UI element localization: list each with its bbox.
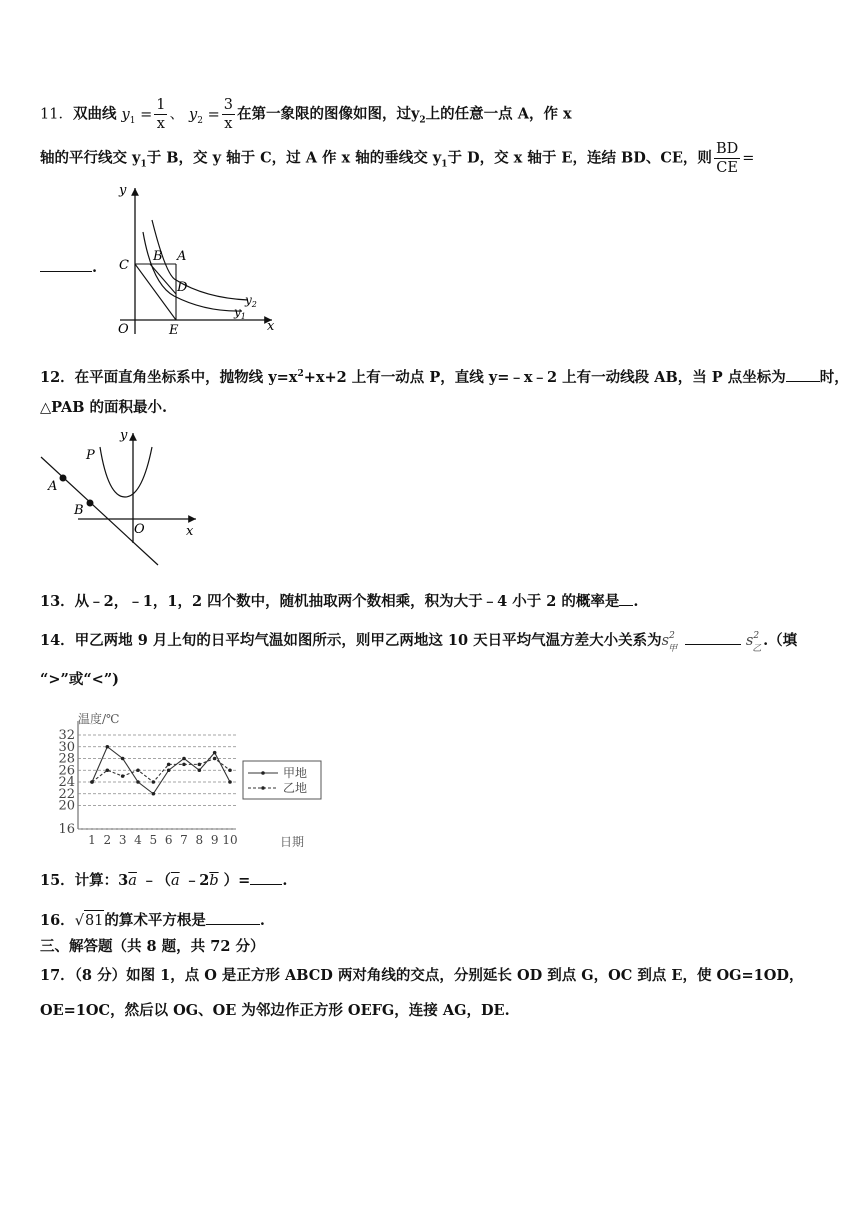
q11-label-B: B xyxy=(153,249,163,264)
q12-point-A xyxy=(60,475,67,482)
q11-frac2: $\frac{3}{x}$ xyxy=(223,97,233,132)
q15-vec-a1: $\overline{a}$ xyxy=(128,873,137,889)
chart-point xyxy=(198,768,202,772)
chart-point xyxy=(152,780,156,784)
q11-curve-y1 xyxy=(143,232,242,311)
chart-point xyxy=(182,763,186,767)
q13-blank[interactable] xyxy=(619,605,633,606)
chart-xtick-label: 2 xyxy=(103,833,112,847)
chart-ytick-label: 20 xyxy=(58,798,75,814)
chart-xlabel: 日期 xyxy=(280,835,305,849)
chart-point xyxy=(106,768,110,772)
q11-answer: . xyxy=(40,258,97,278)
q12-line2: △PAB 的面积最小. xyxy=(40,399,168,416)
chart-legend-box xyxy=(243,761,321,799)
q11-label-O: O xyxy=(118,322,129,337)
chart-point xyxy=(106,745,110,749)
q11-label-y: y xyxy=(119,183,127,198)
chart-xtick-label: 5 xyxy=(149,833,158,847)
q11-label-A: A xyxy=(177,249,187,264)
chart-xtick-label: 3 xyxy=(118,833,127,847)
q15-vec-b: $\overline{b}$ xyxy=(209,873,219,889)
q12-line1: 12．在平面直角坐标系中，抛物线 $y=x^2+x+2$ 上有一动点 P，直线 y=﹣x﹣2 上有一动线段 AB，当 P 点坐标为 时， xyxy=(40,368,849,386)
q11-line1: 11．双曲线 $y_1$ = $\frac{1}{x}$ 、 $y_2$ = $\frac{3}{x}$ 在第一象限的图像如图，过$y_2$上的任意一点 A，作 x xyxy=(40,97,572,132)
q11-text2: 在第一象限的图像如图，过 xyxy=(236,105,411,123)
chart-point xyxy=(213,751,217,755)
chart-ytick-label: 26 xyxy=(58,763,75,779)
q16-line: 16．√81的算术平方根是 . xyxy=(40,912,265,929)
q16-sqrt: √ xyxy=(74,913,84,929)
chart-xtick-label: 7 xyxy=(180,833,188,847)
q14-temperature-chart xyxy=(40,705,330,855)
q11-line2: 轴的平行线交 $y_1$于 B，交 y 轴于 C，过 A 作 x 轴的垂线交 $y_1$于 D，交 x 轴于 E，连结 BD、CE，则 $\frac{BD}{CE}$ = xyxy=(40,141,755,176)
q11-y2: $y_2$ = xyxy=(189,106,220,126)
chart-legend-marker xyxy=(261,786,265,790)
chart-ytick-label: 30 xyxy=(58,739,75,755)
q12-parabola xyxy=(100,447,152,497)
q11-text1: 双曲线 xyxy=(72,105,117,123)
q11-text2d: 上的任意一点 A，作 x xyxy=(425,105,572,123)
chart-xtick-label: 1 xyxy=(88,833,96,847)
chart-point xyxy=(90,780,94,784)
chart-xtick-label: 10 xyxy=(222,833,238,847)
q12-point-B xyxy=(87,500,94,507)
q12-label-B: B xyxy=(74,503,84,518)
q11-blank[interactable] xyxy=(40,271,92,272)
chart-point xyxy=(121,774,125,778)
q14-blank[interactable] xyxy=(685,644,741,645)
chart-point xyxy=(136,780,140,784)
chart-point xyxy=(198,763,202,767)
q12-label-O: O xyxy=(134,522,145,537)
q11-label-D: D xyxy=(177,280,188,295)
chart-point xyxy=(167,768,171,772)
q15-vec-a2: $\overline{a}$ xyxy=(171,873,180,889)
q11-label-y1: $y_1$ xyxy=(234,305,246,321)
chart-legend-marker xyxy=(261,771,265,775)
q12-label-A: A xyxy=(48,479,58,494)
chart-point xyxy=(182,757,186,761)
q12-blank[interactable] xyxy=(786,381,820,382)
q11-sep: 、 xyxy=(169,106,184,123)
chart-ytick-label: 24 xyxy=(58,775,75,790)
chart-legend-label: 甲地 xyxy=(283,766,308,780)
q11-figure xyxy=(110,180,285,340)
chart-xtick-label: 6 xyxy=(164,833,173,847)
q17-line2: OE=1OC，然后以 OG、OE 为邻边作正方形 OEFG，连接 AG，DE. xyxy=(40,1002,510,1019)
q14-line2: “>”或“<”) xyxy=(40,671,120,688)
chart-ylabel: 温度/℃ xyxy=(78,712,120,726)
chart-xtick-label: 8 xyxy=(195,833,204,847)
chart-point xyxy=(213,757,217,761)
q14-s-yi: s2 乙 xyxy=(745,631,762,654)
q11-label-E: E xyxy=(169,323,179,338)
chart-xtick-label: 4 xyxy=(134,833,142,847)
chart-legend-label: 乙地 xyxy=(283,781,308,795)
chart-ytick-label: 32 xyxy=(58,728,75,743)
q16-radicand: 81 xyxy=(84,910,104,931)
chart-point xyxy=(152,792,156,796)
q11-label-C: C xyxy=(119,258,129,273)
chart-point xyxy=(167,763,171,767)
q14-line1: 14．甲乙两地 9 月上旬的日平均气温如图所示，则甲乙两地这 10 天日平均气温方差大小关系为s2 甲 s2 乙 .（填 xyxy=(40,631,798,654)
chart-point xyxy=(228,780,232,784)
q14-s-jia: s2 甲 xyxy=(661,631,678,654)
q12-label-y: y xyxy=(120,428,128,443)
chart-ytick-label: 16 xyxy=(58,822,75,837)
chart-point xyxy=(136,768,140,772)
q15-blank[interactable] xyxy=(250,884,282,885)
q12-label-P: P xyxy=(86,448,95,463)
chart-ytick-label: 28 xyxy=(58,751,75,767)
q15-line: 15．计算：$3\overline{a}$ $﹣(\overline{a}$ $﹣2\overline{b}$ ）= . xyxy=(40,872,288,889)
q12-figure xyxy=(38,425,208,575)
q11-frac1: $\frac{1}{x}$ xyxy=(156,97,166,132)
q12-line xyxy=(41,457,158,565)
q11-frac3: $\frac{BD}{CE}$ xyxy=(715,141,739,176)
q11-label-x: x xyxy=(267,319,275,334)
q11-y1: $y_1$ = xyxy=(121,106,153,126)
chart-xtick-label: 9 xyxy=(210,833,219,847)
q12-label-x: x xyxy=(186,524,194,539)
q11-number: 11． xyxy=(40,106,73,123)
q13-line: 13．从﹣2，﹣1，1，2 四个数中，随机抽取两个数相乘，积为大于﹣4 小于 2 的概率是 . xyxy=(40,593,639,610)
q16-blank[interactable] xyxy=(206,924,260,925)
chart-point xyxy=(228,768,232,772)
chart-ytick-label: 22 xyxy=(58,786,75,802)
q11-curve-y2 xyxy=(152,220,248,300)
q17-line1: 17．（8 分）如图 1，点 O 是正方形 ABCD 两对角线的交点，分别延长 OD 到点 G，OC 到点 E，使 OG=1OD， xyxy=(40,967,804,984)
section-header: 三、解答题（共 8 题，共 72 分） xyxy=(40,938,265,955)
q11-label-y2: $y_2$ xyxy=(245,293,257,309)
chart-point xyxy=(121,757,125,761)
